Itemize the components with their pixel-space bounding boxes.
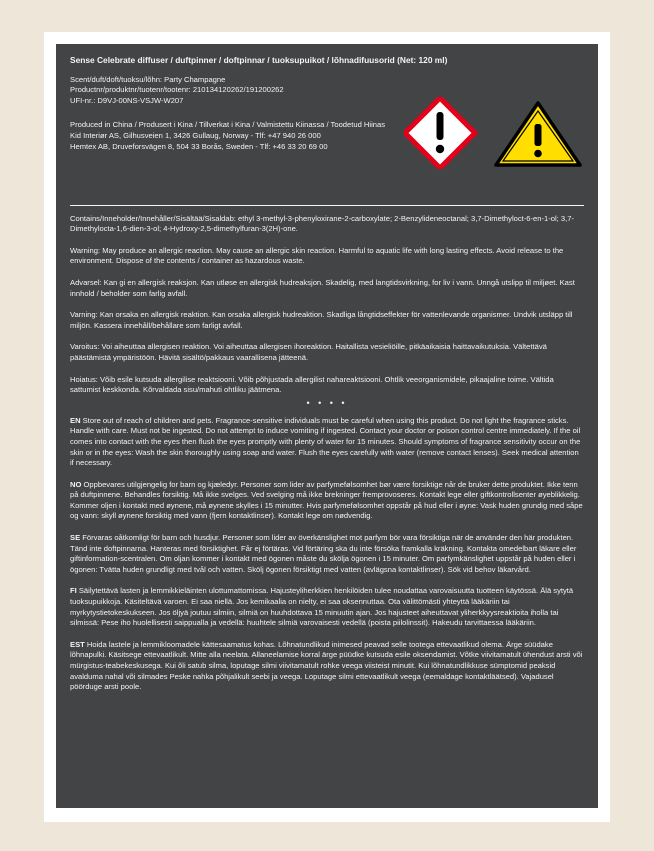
warning-se: Varning: Kan orsaka en allergisk reaktion. Kan orsaka allergisk hudreaktion. Skadliga långtidseffekter för vattenlevande organismer. Undvik utsläpp till miljön. Kassera innehåll/behållare som farligt avfall.: [70, 310, 573, 330]
instruction-text: Oppbevares utilgjengelig for barn og kjæledyr. Personer som lider av parfymefølsomhet bør være forsiktige når de bruker dette produktet. Ikke tenn på duftpinnene. Behandles forsiktig. Må ikke svelges. Ved svelging må ikke brekninger fremprovoseres. Kontakt lege eller giftkontrollsenter øyeblikkelig. Kommer oljen i kontakt med øynene, må øynene skylles i 15 minutter. Hvis parfymefølsomhet oppstår på hud eller i øyne: Vask huden grundig med såpe og vann: skyll øynene forsiktig med vann (fjern kontaktlinser). Kontakt lege om nødvendig.: [70, 479, 583, 521]
ufi-line: UFI-nr.: D9VJ-00NS-VSJW-W207: [70, 95, 184, 105]
warning-est: Hoiatus: Võib esile kutsuda allergilise reaktsiooni. Võib põhjustada allergilist nahareaktsiooni. Ohtlik veeorganismidele, pikaajaline toime. Vältida sattumist keskkonda. Kõrvaldada sisu/mahuti ohtliku jäätmena.: [70, 374, 554, 395]
ingredients-text: Contains/Inneholder/Innehåller/Sisältää/Sisaldab: ethyl 3-methyl-3-phenyloxirane-2-carboxylate; 2-Benzylideneoctanal; 3,7-Dimethyloct-6-en-1-ol; 3,7-Dimethylocta-1,6-dien-3-ol; 4-Hydroxy-2,5-dimethylfuran-3(2H)-one.: [70, 213, 574, 234]
warning-fi: Varoitus: Voi aiheuttaa allergisen reaktion. Voi aiheuttaa allergisen ihoreaktion. Haitallista vesieliöille, pitkäaikaisia haittavaikutuksia. Vältettävä päästämistä ympäristöön. Hävitä sisältö/pakkaus vaarallisena jätteenä.: [70, 342, 547, 362]
product-label: [56, 44, 598, 808]
product-number-line: Productnr/produktnr/tuotenr/tootenr: 210134120262/191200262: [70, 85, 284, 95]
product-info-block: [70, 75, 584, 201]
language-code: EN: [70, 415, 81, 425]
instruction-text: Store out of reach of children and pets. Fragrance-sensitive individuals must be careful when using this product. Do not light the fragrance sticks. Handle with care. Must not be ingested. Do not attempt to induce vomiting if ingested. Contact your doctor or poison control centre immediately. If the oil comes into contact with the eyes then flush the eyes promptly with plenty of water for 15 minutes. Should symptoms of fragrance sensitivity occur on the skin or in the eyes: Wash the skin thoroughly using soap and water. Flush the eyes carefully with water (remove contact lenses). Seek medical attention if necessary.: [70, 415, 581, 468]
address-line-1: Kid Interiør AS, Gilhusveien 1, 3426 Gullaug, Norway - Tlf: +47 940 26 000: [70, 130, 321, 140]
instruction-text: Säilytettävä lasten ja lemmikkieläinten ulottumattomissa. Hajusteyliherkkien henkilöiden tulee noudattaa varovaisuutta tuotteen käytössä. Älä sytytä tuoksupuikkoja. Käsiteltävä varoen. Ei saa niellä. Jos kemikaalia on nielty, ei saa oksennuttaa. Ota välittömästi yhteyttä lääkäriin tai myrkytystietokeskukseen. Jos öljyä joutuu silmiin, silmiä on huuhdottava 15 minuutin ajan. Jos hajusteet aiheuttavat yliherkkyysreaktioita iholla tai silmissä: Pese iho huolellisesti saippualla ja vedellä: huuhtele silmiä varovaisesti vedellä (poista piilolinssit). Hakeudu tarvittaessa lääkäriin.: [70, 586, 574, 628]
instruction-text: Hoida lastele ja lemmikloomadele kättesaamatus kohas. Lõhnatundlikud inimesed peavad selle tootega ettevaatlikud olema. Ärge süüdake lõhnapulki. Käsitsege ettevaatlikult. Mitte alla neelata. Allaneelamise korral ärge püüdke kutsuda esile oksendamist. Võtke viivitamatult ühendust arsti või mürgistus-teabekeskusega. Kui õli satub silma, loputage silmi viivitamatult rohke veega viisteist minutit. Kui lõhnatundlikkuse sümptomid peaksid avalduma nahal või silmades Peske nahka põhjalikult seebi ja veega. Loputage silmi ettevaatlikult veega (eemaldage kontaktläätsed). Vajadusel pöörduge arsti poole.: [70, 639, 583, 692]
hazard-pictograms: [404, 97, 584, 169]
instructions-se: [70, 533, 584, 575]
language-code: FI: [70, 586, 77, 596]
instructions-est: [70, 640, 584, 693]
instructions-no: [70, 480, 584, 522]
instruction-text: Förvaras oåtkomligt för barn och husdjur. Personer som lider av överkänslighet mot parfym bör vara försiktiga när de använder den här produkten. Tänd inte doftpinnarna. Hanteras med försiktighet. Får ej förtäras. Vid förtäring ska du inte försöka framkalla kräkning. Kontakta omedelbart läkare eller giftinformation-scentralen. Om oljan kommer i kontakt med ögonen måste du skölja ögonen i 15 minuter. Om parfymkänslighet uppstår på huden eller i ögonen: Tvätta huden grundligt med tvål och vatten. Skölj ögonen försiktigt med vatten (avlägsna kontaktlinser). Sök vid behov läkarvård.: [70, 533, 577, 574]
language-code: NO: [70, 479, 82, 489]
instructions-en: [70, 416, 584, 469]
section-divider: [70, 205, 584, 206]
language-code: SE: [70, 533, 81, 543]
language-code: EST: [70, 639, 85, 649]
address-line-2: Hemtex AB, Druveforsvägen 8, 504 33 Borås, Sweden - Tlf: +46 33 20 69 00: [70, 141, 328, 151]
ghs-exclamation-icon: [405, 98, 475, 168]
produced-in-line: Produced in China / Produsert i Kina / Tillverkat i Kina / Valmistettu Kiinassa / Toodetud Hiinas: [70, 120, 386, 130]
product-title: Sense Celebrate diffuser / duftpinner / doftpinnar / tuoksupuikot / lõhnadifuusorid (Net: 120 ml): [70, 55, 448, 65]
warning-triangle-icon: [496, 103, 580, 165]
label-card: [44, 32, 610, 822]
instructions-fi: [70, 586, 584, 628]
warning-en: Warning: May produce an allergic reaction. May cause an allergic skin reaction. Harmful to aquatic life with long lasting effects. Avoid release to the environment. Dispose of the contents / container as hazardous waste.: [70, 245, 564, 266]
scent-line: Scent/duft/doft/tuoksu/lõhn: Party Champagne: [70, 74, 226, 84]
separator-dots: • • • •: [306, 397, 348, 408]
warning-no: Advarsel: Kan gi en allergisk reaksjon. Kan utløse en allergisk hudreaksjon. Skadelig, med langtidsvirkning, for liv i vann. Unngå utslipp til miljøet. Kast innhold / beholder som farlig avfall.: [70, 277, 575, 298]
